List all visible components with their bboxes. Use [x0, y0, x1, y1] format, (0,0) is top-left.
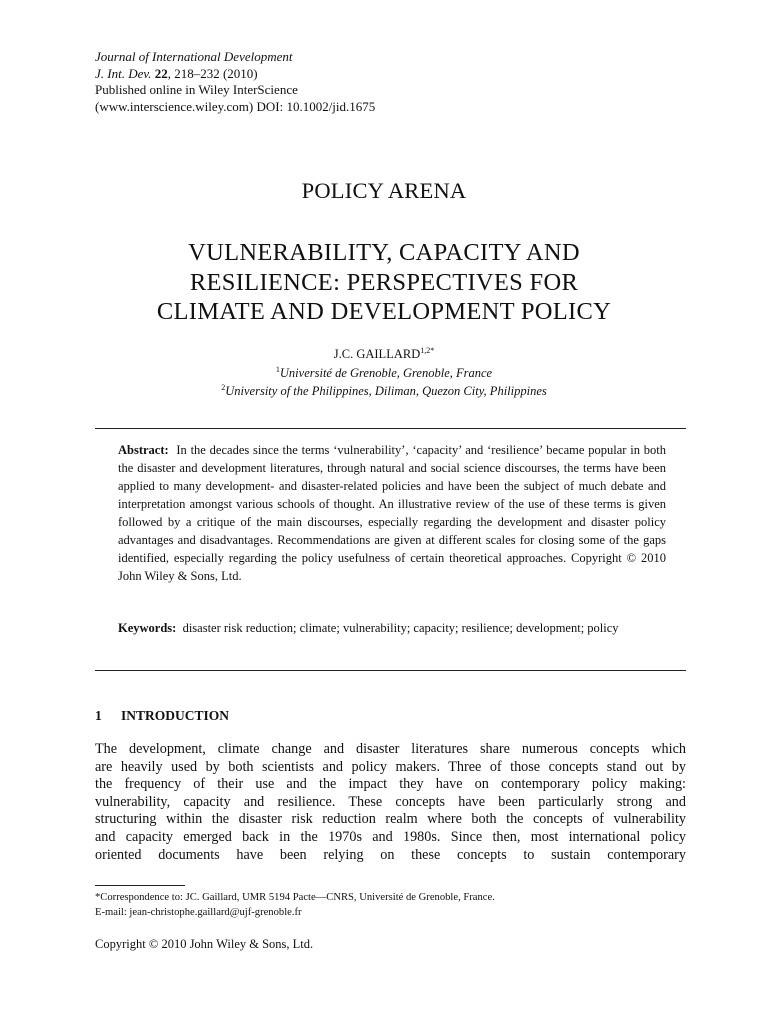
body-paragraph	[95, 741, 686, 864]
abstract-label: Abstract:	[118, 443, 169, 457]
section-heading	[95, 708, 229, 724]
author	[0, 346, 768, 362]
journal-name: Journal of International Development	[95, 49, 293, 64]
body-line: the frequency of their use and the impact they have on contemporary policy making:	[95, 776, 686, 793]
paper-title	[80, 238, 688, 327]
abstract-top-rule	[95, 428, 686, 429]
journal-doi: (www.interscience.wiley.com) DOI: 10.1002/jid.1675	[95, 98, 376, 114]
journal-header	[95, 49, 375, 115]
footnote	[95, 890, 495, 920]
title-line: VULNERABILITY, CAPACITY AND	[188, 239, 580, 266]
keywords	[118, 619, 666, 637]
body-line: and capacity emerged back in the 1970s and 1980s. Since then, most international policy	[95, 828, 686, 845]
author-name: J.C. GAILLARD	[333, 347, 421, 361]
footnote-email: E-mail: jean-christophe.gaillard@ujf-grenoble.fr	[95, 907, 302, 918]
section-number: 1	[95, 708, 102, 723]
section-label: POLICY ARENA	[301, 178, 467, 203]
affiliation-2: $^2$University of the Philippines, Diliman, Quezon City, Philippines	[221, 383, 547, 398]
abstract	[118, 441, 666, 585]
keywords-label: Keywords:	[118, 621, 177, 635]
body-line: are heavily used by both scientists and policy makers. Three of those concepts stand out by	[95, 758, 686, 775]
body-line: structuring within the disaster risk reduction realm where both the concepts of vulnerability	[95, 811, 686, 828]
abstract-text: In the decades since the terms ‘vulnerability’, ‘capacity’ and ‘resilience’ became popular in both the disaster and development literatures, through natural and social science discourses, the terms have been applied to many development- and disaster-related policies and have been the subject of much debate and interpretation amongst various schools of thought. An illustrative review of the use of these terms is given followed by a critique of the main discourses, especially regarding the development and disaster policy advantages and disadvantages. Recommendations are given at different scales for closing some of the gaps identified, especially regarding the policy usefulness of certain theoretical approaches. Copyright © 2010 John Wiley & Sons, Ltd.	[118, 443, 666, 583]
body-line: vulnerability, capacity and resilience. These concepts have been particularly strong and	[95, 793, 686, 810]
body-line: The development, climate change and disaster literatures share numerous concepts which	[95, 741, 686, 757]
footnote-rule	[95, 885, 185, 886]
journal-citation: J. Int. Dev. 22, 218–232 (2010)	[95, 65, 258, 81]
title-line: RESILIENCE: PERSPECTIVES FOR	[189, 268, 579, 296]
affiliation-1: $^1$Université de Grenoble, Grenoble, France	[275, 365, 493, 380]
journal-published: Published online in Wiley InterScience	[95, 82, 298, 97]
author-marks: 1,2*	[420, 346, 435, 355]
section-title: INTRODUCTION	[121, 708, 230, 723]
copyright-notice: Copyright © 2010 John Wiley & Sons, Ltd.	[95, 937, 314, 951]
footnote-correspondence: *Correspondence to: JC. Gaillard, UMR 5194 Pacte—CNRS, Université de Grenoble, France.	[95, 892, 495, 903]
title-line: CLIMATE AND DEVELOPMENT POLICY	[156, 298, 612, 325]
body-line: oriented documents have been relying on these concepts to sustain contemporary	[95, 846, 686, 863]
keywords-text: disaster risk reduction; climate; vulnerability; capacity; resilience; development; policy	[182, 621, 619, 635]
abstract-bottom-rule	[95, 670, 686, 671]
